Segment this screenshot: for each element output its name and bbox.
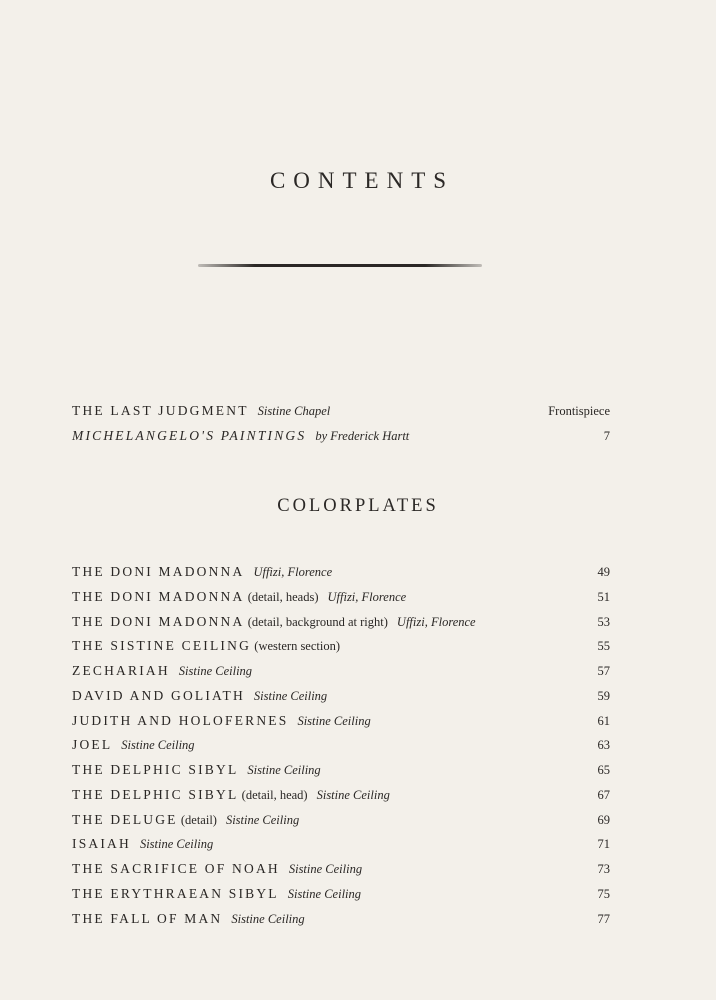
entry-location: Uffizi, Florence [327, 589, 407, 604]
entry-location: Sistine Ceiling [288, 862, 363, 876]
colorplates-list [72, 563, 610, 934]
entry-page-number: 7 [603, 428, 610, 443]
divider-rule [198, 264, 482, 267]
toc-entry [72, 885, 610, 910]
contents-heading: CONTENTS [269, 168, 455, 193]
entry-page-number: 69 [597, 812, 610, 827]
entry-page-number: 75 [597, 886, 610, 901]
toc-entry [72, 761, 610, 786]
entry-page-number: 71 [597, 837, 610, 852]
entry-detail: (detail, background at right) [247, 614, 388, 629]
entry-title: DAVID AND GOLIATH [72, 687, 245, 703]
toc-entry [72, 736, 610, 761]
entry-location: Sistine Chapel [257, 404, 331, 418]
entry-title: THE FALL OF MAN [72, 910, 223, 926]
entry-title: THE DELUGE [72, 811, 178, 827]
entry-location: by Frederick Hartt [315, 428, 410, 443]
entry-location: Sistine Ceiling [287, 886, 362, 901]
entry-page-number: Frontispiece [548, 404, 610, 418]
entry-page-number: 63 [597, 738, 610, 753]
entry-title: THE DONI MADONNA [72, 613, 245, 629]
entry-detail: (western section) [254, 639, 341, 654]
toc-entry [72, 786, 610, 811]
toc-entry [72, 662, 610, 687]
entry-page-number: 55 [597, 639, 610, 654]
entry-title: THE DELPHIC SIBYL [72, 786, 239, 802]
entry-page-number: 51 [597, 589, 610, 604]
entry-location: Uffizi, Florence [253, 565, 333, 579]
toc-entry [72, 910, 610, 935]
entry-location: Sistine Ceiling [297, 713, 371, 728]
entry-title: ISAIAH [72, 836, 131, 852]
entry-title: MICHELANGELO'S PAINTINGS [72, 427, 307, 443]
entry-title: THE SACRIFICE OF NOAH [72, 861, 280, 876]
toc-entry [72, 835, 610, 860]
entry-detail: (detail) [180, 812, 217, 827]
entry-location: Sistine Ceiling [121, 738, 195, 753]
entry-page-number: 61 [597, 713, 610, 728]
entry-page-number: 53 [597, 614, 610, 629]
toc-entry [72, 712, 610, 737]
toc-entry [72, 860, 610, 885]
toc-entry [72, 402, 610, 427]
entry-location: Sistine Ceiling [139, 837, 214, 852]
entry-page-number: 49 [597, 565, 610, 579]
entry-location: Sistine Ceiling [178, 664, 253, 678]
entry-location: Sistine Ceiling [316, 787, 390, 802]
entry-title: ZECHARIAH [72, 663, 170, 678]
entry-location: Sistine Ceiling [225, 812, 300, 827]
entry-title: THE SISTINE CEILING [72, 638, 252, 654]
entry-detail: (detail, heads) [247, 589, 319, 604]
toc-entry [72, 563, 610, 588]
toc-entry [72, 687, 610, 712]
entry-detail: (detail, head) [241, 787, 308, 802]
entry-page-number: 65 [597, 763, 610, 777]
toc-entry [72, 637, 610, 662]
toc-entry [72, 427, 610, 452]
entry-title: JOEL [72, 737, 113, 753]
colorplates-heading: COLORPLATES [277, 496, 439, 516]
entry-title: THE ERYTHRAEAN SIBYL [72, 885, 279, 901]
entry-title: THE DONI MADONNA [72, 564, 245, 579]
toc-entry [72, 613, 610, 638]
toc-entry [72, 811, 610, 836]
entry-page-number: 67 [597, 787, 610, 802]
entry-location: Sistine Ceiling [253, 688, 328, 703]
entry-location: Sistine Ceiling [231, 911, 305, 926]
entry-location: Uffizi, Florence [396, 614, 476, 629]
entry-title: THE LAST JUDGMENT [72, 403, 249, 418]
toc-entry [72, 588, 610, 613]
entry-title: JUDITH AND HOLOFERNES [72, 712, 289, 728]
entry-title: THE DELPHIC SIBYL [72, 762, 239, 777]
entry-page-number: 59 [597, 688, 610, 703]
entry-page-number: 73 [597, 862, 610, 876]
front-matter-list [72, 402, 610, 452]
entry-page-number: 57 [597, 664, 610, 678]
entry-page-number: 77 [597, 911, 610, 926]
entry-location: Sistine Ceiling [247, 763, 321, 777]
entry-title: THE DONI MADONNA [72, 588, 245, 604]
